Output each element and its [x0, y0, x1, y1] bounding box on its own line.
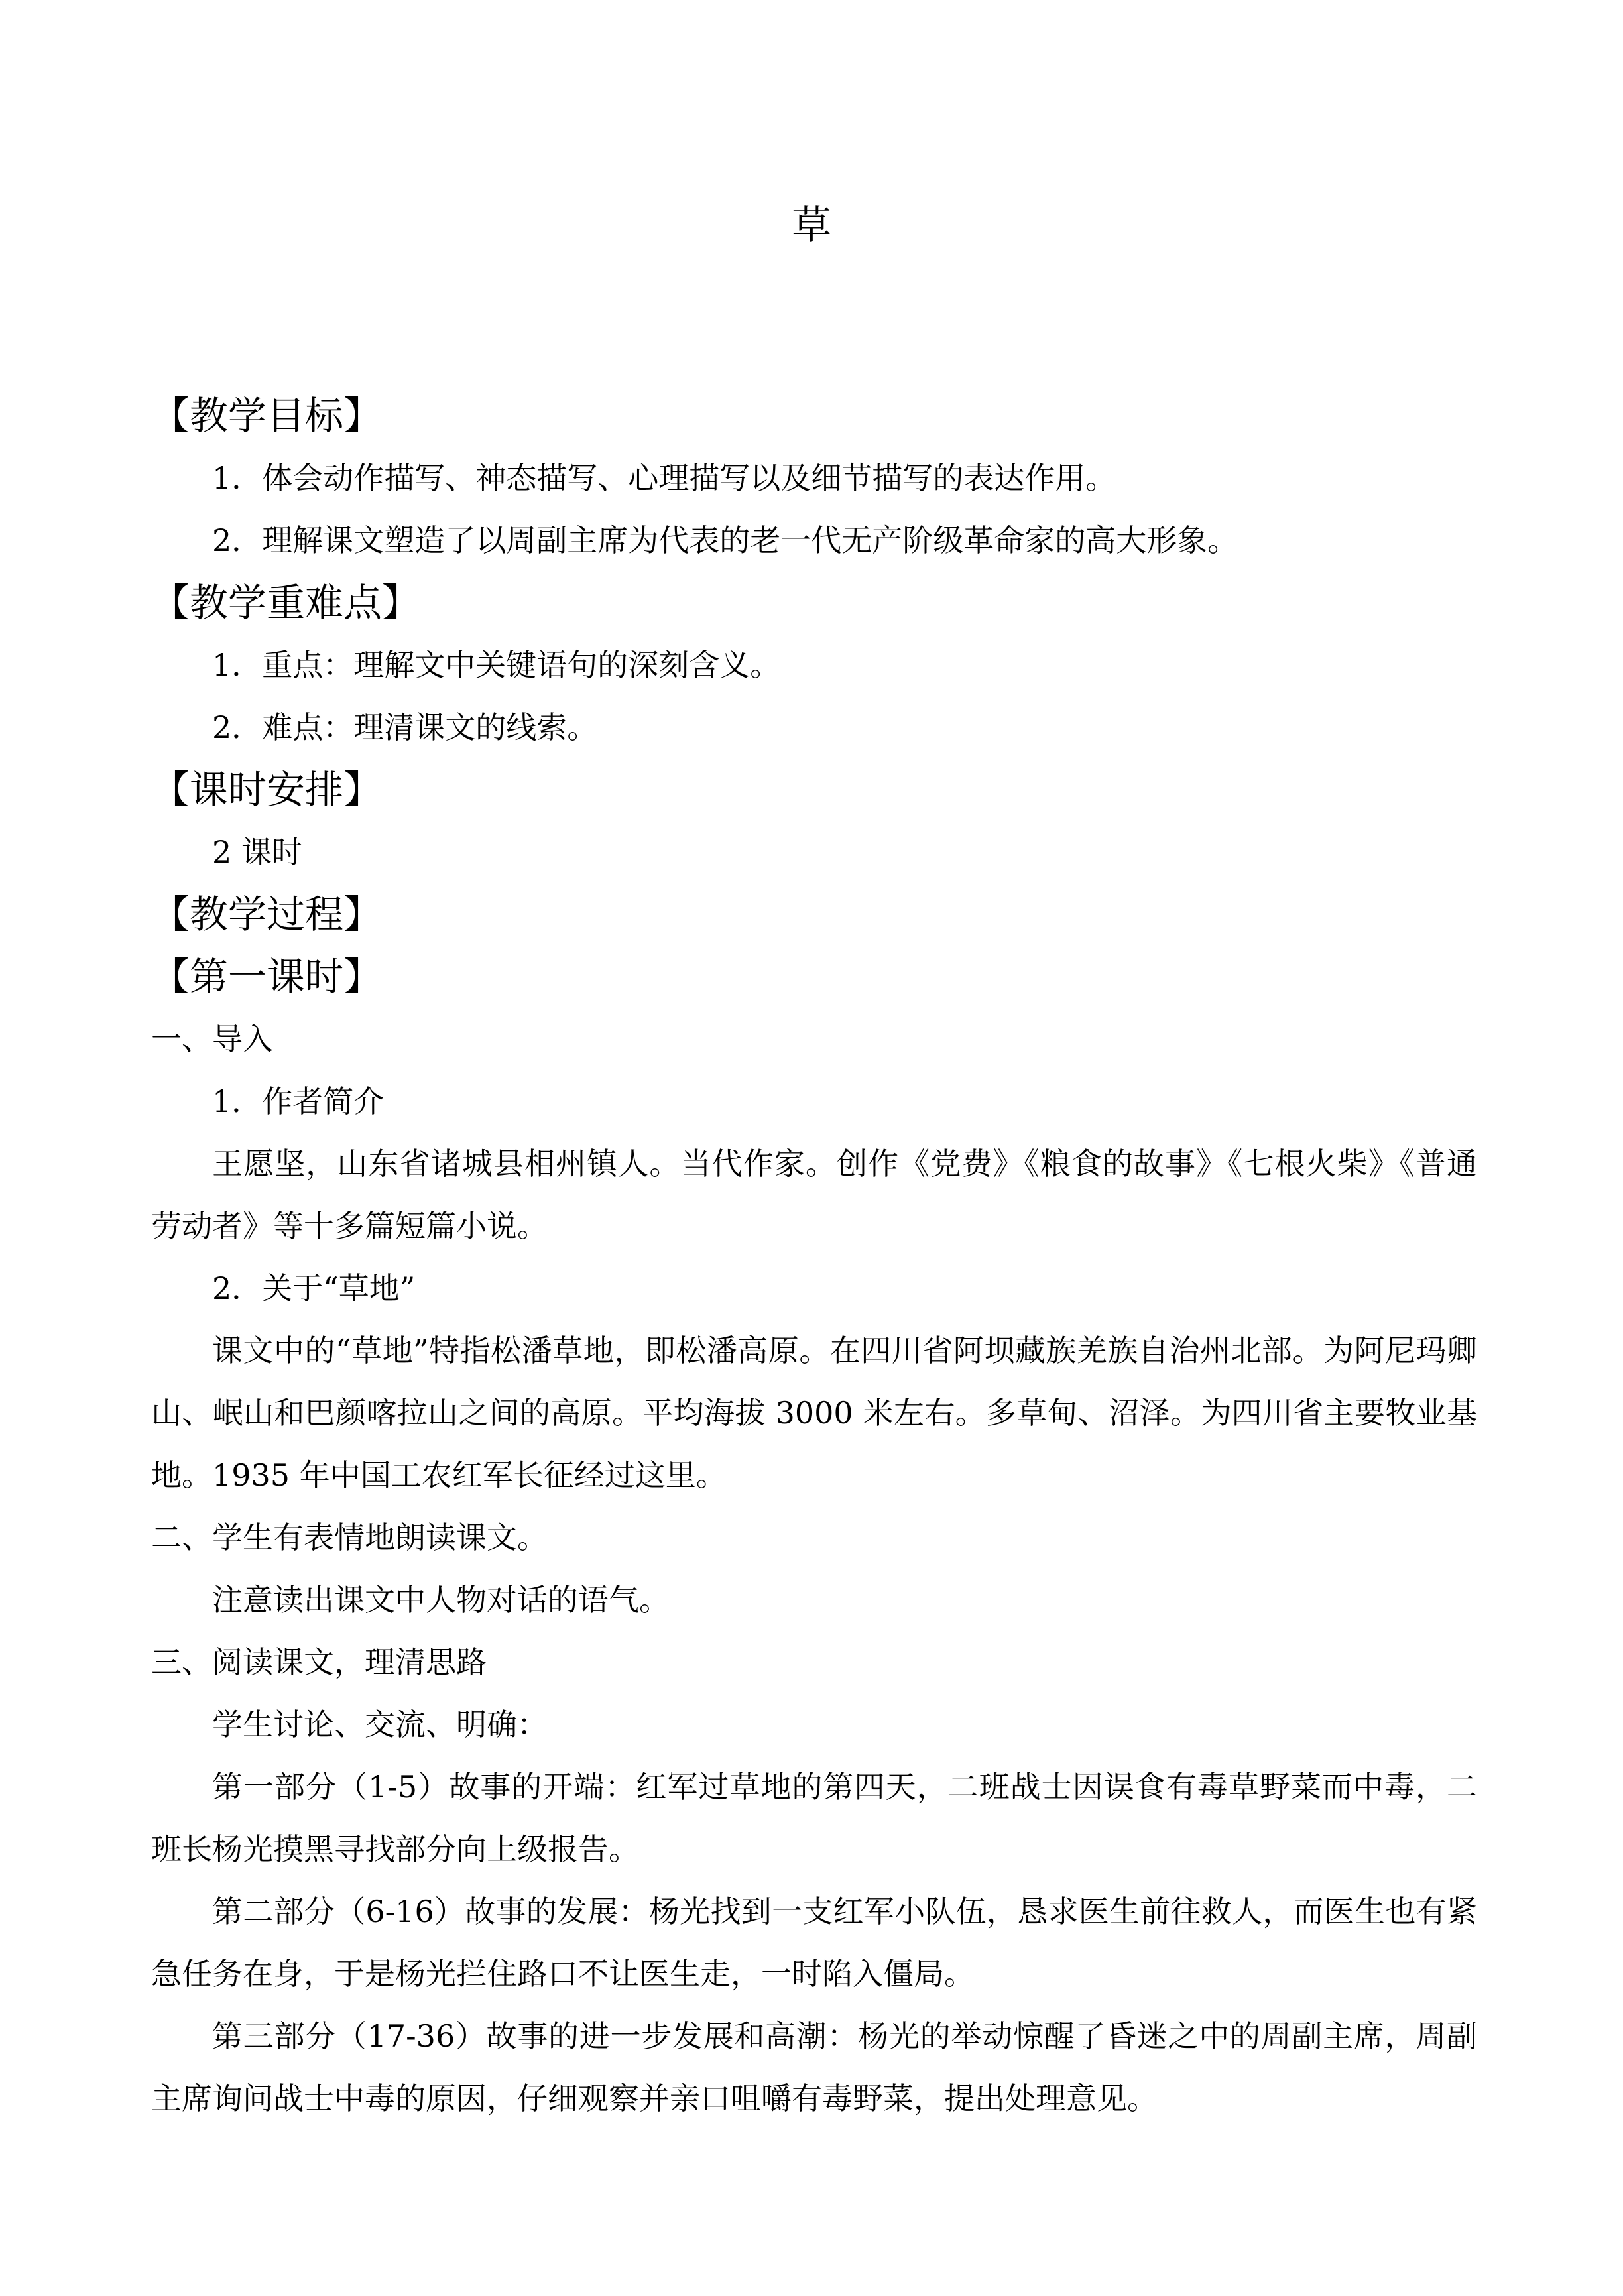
heading-first-lesson: 【第一课时】: [151, 954, 383, 999]
section-title: 二、学生有表情地朗读课文。: [151, 1520, 548, 1555]
section-title: 一、导入: [151, 1021, 273, 1057]
section-title: 三、阅读课文，理清思路: [151, 1644, 487, 1680]
heading-objectives: 【教学目标】: [151, 393, 383, 438]
subsection-title: 1．作者简介: [212, 1083, 385, 1119]
paragraph-part: 第二部分（6-16）故事的发展：杨光找到一支红军小队伍，恳求医生前往救人，而医生也有紧急任务在身，于是杨光拦住路口不让医生走，一时陷入僵局。: [151, 1894, 1477, 1992]
paragraph-part: 第三部分（17-36）故事的进一步发展和高潮：杨光的举动惊醒了昏迷之中的周副主席，周副主席询问战士中毒的原因，仔细观察并亲口咀嚼有毒野菜，提出处理意见。: [151, 2018, 1477, 2116]
key-point-item: 2．难点：理清课文的线索。: [212, 709, 598, 745]
heading-process: 【教学过程】: [151, 892, 383, 937]
key-point-item: 1．重点：理解文中关键语句的深刻含义。: [212, 647, 781, 683]
paragraph: 注意读出课文中人物对话的语气。: [212, 1582, 670, 1618]
paragraph: 学生讨论、交流、明确：: [212, 1707, 548, 1742]
schedule-text: 2 课时: [212, 834, 302, 870]
paragraph-grassland: 课文中的“草地”特指松潘草地，即松潘高原。在四川省阿坝藏族羌族自治州北部。为阿尼玛卿山、岷山和巴颜喀拉山之间的高原。平均海拔 3000 米左右。多草甸、沼泽。为四川省主要牧业基地。1935 年中国工农红军长征经过这里。: [151, 1333, 1477, 1493]
heading-key-points: 【教学重难点】: [151, 580, 421, 625]
paragraph-part: 第一部分（1-5）故事的开端：红军过草地的第四天，二班战士因误食有毒草野菜而中毒，二班长杨光摸黑寻找部分向上级报告。: [151, 1769, 1477, 1867]
subsection-title: 2．关于“草地”: [212, 1270, 416, 1306]
document-body: [151, 385, 1477, 2130]
document-title: 草: [792, 202, 831, 249]
objective-item: 1．体会动作描写、神态描写、心理描写以及细节描写的表达作用。: [212, 460, 1116, 496]
paragraph-author: 王愿坚，山东省诸城县相州镇人。当代作家。创作《党费》《粮食的故事》《七根火柴》《普通劳动者》等十多篇短篇小说。: [151, 1146, 1477, 1244]
objective-item: 2．理解课文塑造了以周副主席为代表的老一代无产阶级革命家的高大形象。: [212, 522, 1238, 558]
heading-schedule: 【课时安排】: [151, 767, 383, 812]
